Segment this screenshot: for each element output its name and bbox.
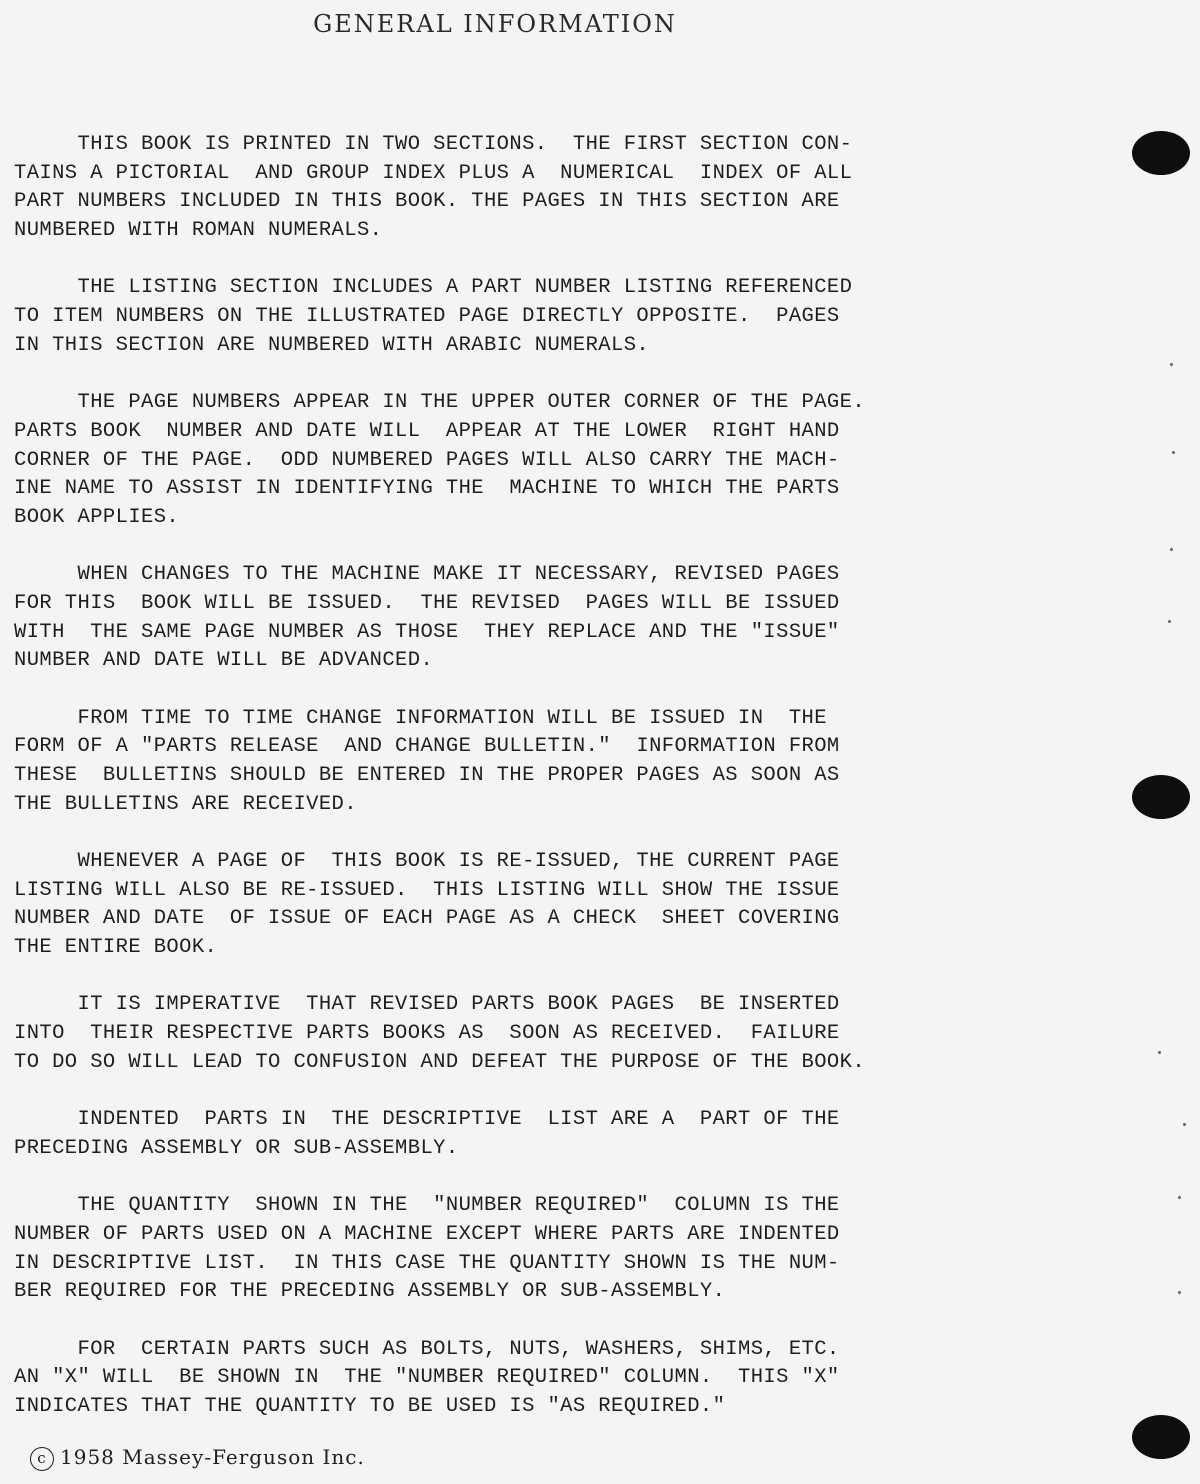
text-line: FOR THIS BOOK WILL BE ISSUED. THE REVISED PAGES WILL BE ISSUED <box>14 591 840 615</box>
paragraph-change-bulletins <box>14 705 1024 820</box>
copyright-text: 1958 Massey-Ferguson Inc. <box>60 1445 365 1469</box>
text-line: TO ITEM NUMBERS ON THE ILLUSTRATED PAGE DIRECTLY OPPOSITE. PAGES <box>14 305 840 329</box>
paragraph-imperative <box>14 991 1024 1077</box>
scan-speck <box>1158 1051 1161 1054</box>
binder-hole <box>1132 131 1190 175</box>
text-line: NUMBER AND DATE OF ISSUE OF EACH PAGE AS A CHECK SHEET COVERING <box>14 907 840 931</box>
paragraph-as-required <box>14 1336 1024 1422</box>
text-line: WHENEVER A PAGE OF THIS BOOK IS RE-ISSUED, THE CURRENT PAGE <box>14 850 840 874</box>
text-line: PARTS BOOK NUMBER AND DATE WILL APPEAR AT THE LOWER RIGHT HAND <box>14 419 840 443</box>
text-line: NUMBERED WITH ROMAN NUMERALS. <box>14 219 383 243</box>
copyright-notice <box>30 1445 365 1471</box>
paragraph-indented-parts <box>14 1106 1024 1163</box>
text-line: INDENTED PARTS IN THE DESCRIPTIVE LIST ARE A PART OF THE <box>14 1108 840 1132</box>
text-line: THE BULLETINS ARE RECEIVED. <box>14 792 357 816</box>
paragraph-quantity <box>14 1192 1024 1307</box>
paragraph-sections <box>14 131 1024 246</box>
scan-speck <box>1170 363 1173 366</box>
scan-speck <box>1178 1196 1181 1199</box>
text-line: THIS BOOK IS PRINTED IN TWO SECTIONS. THE FIRST SECTION CON- <box>14 133 853 156</box>
paragraph-revised-pages <box>14 561 1024 676</box>
text-line: THE PAGE NUMBERS APPEAR IN THE UPPER OUTER CORNER OF THE PAGE. <box>14 391 866 415</box>
text-line: THESE BULLETINS SHOULD BE ENTERED IN THE PROPER PAGES AS SOON AS <box>14 764 840 788</box>
text-line: THE ENTIRE BOOK. <box>14 936 218 960</box>
binder-hole <box>1132 775 1190 819</box>
text-line: FROM TIME TO TIME CHANGE INFORMATION WILL BE ISSUED IN THE <box>14 706 827 730</box>
document-body <box>14 131 1024 1450</box>
scan-speck <box>1172 451 1175 454</box>
scan-speck <box>1183 1123 1186 1126</box>
paragraph-page-numbers <box>14 389 1024 533</box>
text-line: BER REQUIRED FOR THE PRECEDING ASSEMBLY OR SUB-ASSEMBLY. <box>14 1280 726 1304</box>
text-line: BOOK APPLIES. <box>14 505 180 529</box>
copyright-symbol: c <box>30 1447 54 1471</box>
text-line: AN "X" WILL BE SHOWN IN THE "NUMBER REQUIRED" COLUMN. THIS "X" <box>14 1366 840 1390</box>
text-line: NUMBER AND DATE WILL BE ADVANCED. <box>14 649 434 673</box>
text-line: CORNER OF THE PAGE. ODD NUMBERED PAGES WILL ALSO CARRY THE MACH- <box>14 448 840 472</box>
text-line: THE LISTING SECTION INCLUDES A PART NUMBER LISTING REFERENCED <box>14 276 853 300</box>
text-line: FORM OF A "PARTS RELEASE AND CHANGE BULLETIN." INFORMATION FROM <box>14 735 840 759</box>
text-line: FOR CERTAIN PARTS SUCH AS BOLTS, NUTS, WASHERS, SHIMS, ETC. <box>14 1337 840 1361</box>
text-line: INE NAME TO ASSIST IN IDENTIFYING THE MACHINE TO WHICH THE PARTS <box>14 477 840 501</box>
page-title: GENERAL INFORMATION <box>313 10 677 38</box>
text-line: WHEN CHANGES TO THE MACHINE MAKE IT NECESSARY, REVISED PAGES <box>14 563 840 587</box>
text-line: IT IS IMPERATIVE THAT REVISED PARTS BOOK PAGES BE INSERTED <box>14 993 840 1017</box>
scan-speck <box>1168 620 1171 623</box>
scan-speck <box>1178 1291 1181 1294</box>
binder-hole <box>1132 1415 1190 1459</box>
text-line: TAINS A PICTORIAL AND GROUP INDEX PLUS A NUMERICAL INDEX OF ALL <box>14 161 853 185</box>
text-line: IN THIS SECTION ARE NUMBERED WITH ARABIC NUMERALS. <box>14 333 650 357</box>
text-line: IN DESCRIPTIVE LIST. IN THIS CASE THE QUANTITY SHOWN IS THE NUM- <box>14 1251 840 1275</box>
text-line: PART NUMBERS INCLUDED IN THIS BOOK. THE PAGES IN THIS SECTION ARE <box>14 190 840 214</box>
paragraph-reissue <box>14 848 1024 963</box>
scan-speck <box>1170 548 1173 551</box>
text-line: INTO THEIR RESPECTIVE PARTS BOOKS AS SOON AS RECEIVED. FAILURE <box>14 1022 840 1046</box>
text-line: THE QUANTITY SHOWN IN THE "NUMBER REQUIRED" COLUMN IS THE <box>14 1194 840 1218</box>
text-line: PRECEDING ASSEMBLY OR SUB-ASSEMBLY. <box>14 1136 459 1160</box>
paragraph-listing-section <box>14 274 1024 360</box>
text-line: WITH THE SAME PAGE NUMBER AS THOSE THEY REPLACE AND THE "ISSUE" <box>14 620 840 644</box>
text-line: LISTING WILL ALSO BE RE-ISSUED. THIS LISTING WILL SHOW THE ISSUE <box>14 878 840 902</box>
text-line: TO DO SO WILL LEAD TO CONFUSION AND DEFEAT THE PURPOSE OF THE BOOK. <box>14 1050 866 1074</box>
text-line: INDICATES THAT THE QUANTITY TO BE USED IS "AS REQUIRED." <box>14 1394 726 1418</box>
text-line: NUMBER OF PARTS USED ON A MACHINE EXCEPT WHERE PARTS ARE INDENTED <box>14 1222 840 1246</box>
